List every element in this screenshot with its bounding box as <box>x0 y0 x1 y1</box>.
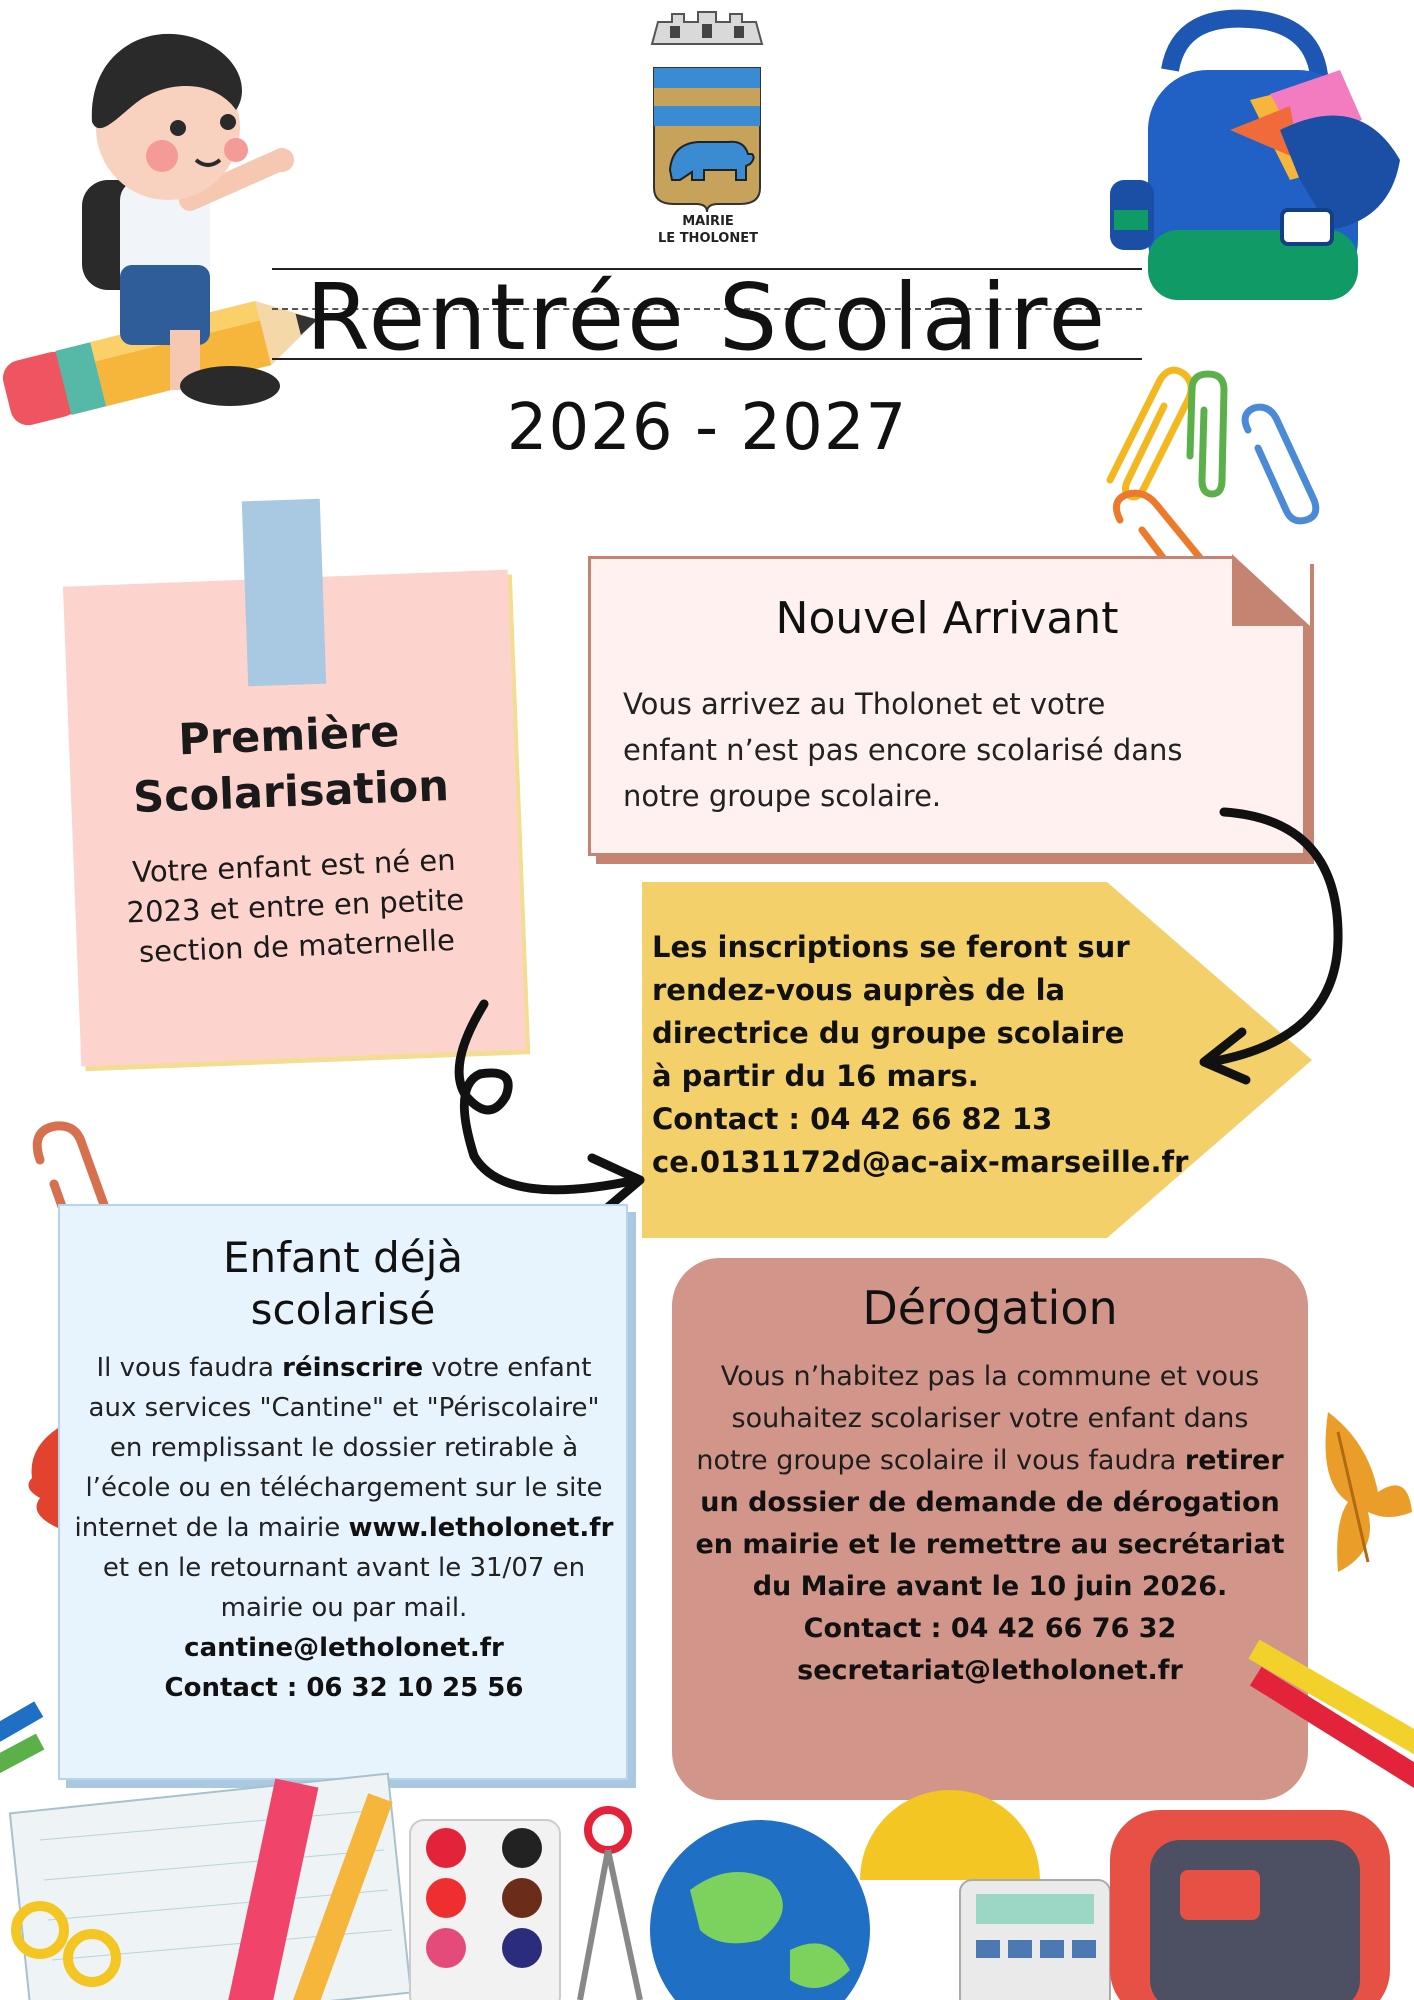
tape-strip <box>242 499 326 687</box>
crest-icon <box>648 8 766 208</box>
inscriptions-line4: à partir du 16 mars. <box>652 1059 979 1093</box>
card-derogation <box>672 1258 1308 1800</box>
inscriptions-line2: rendez-vous auprès de la <box>652 973 1066 1007</box>
kid-on-pencil-illustration <box>0 10 300 430</box>
page-fold-corner <box>1232 554 1310 626</box>
orange-leaf-icon <box>1308 1402 1414 1582</box>
backpack-illustration <box>1100 10 1410 310</box>
mairie-website-link[interactable]: www.letholonet.fr <box>348 1513 614 1543</box>
enfant-text-part1: Il vous faudra <box>96 1353 283 1383</box>
derogation-contact: Contact : 04 42 66 76 32 <box>803 1613 1177 1644</box>
inscriptions-text <box>652 926 1212 1184</box>
nouvel-text-line2: enfant n’est pas encore scolarisé dans <box>623 733 1183 767</box>
crest-caption-line2: LE THOLONET <box>658 231 758 246</box>
enfant-text-part2: votre enfant aux services "Cantine" et "Périscolaire" en remplissant le dossier retirable à l’école ou en téléchargement sur le site internet de la mairie <box>74 1353 603 1543</box>
premiere-text-line1: Votre enfant est né en <box>131 842 457 890</box>
nouvel-text <box>623 681 1263 819</box>
nouvel-title: Nouvel Arrivant <box>775 593 1119 644</box>
school-year: 2026 - 2027 <box>506 391 908 465</box>
secretariat-email-link[interactable]: secretariat@letholonet.fr <box>797 1655 1183 1686</box>
derogation-text-part1: Vous n’habitez pas la commune et vous souhaitez scolariser votre enfant dans notre groupe scolaire il vous faudra <box>696 1361 1260 1476</box>
enfant-title-line2: scolarisé <box>250 1285 436 1334</box>
enfant-title <box>60 1232 626 1336</box>
crest-caption-line1: MAIRIE <box>682 214 734 229</box>
enfant-text <box>74 1348 614 1708</box>
premiere-text-line2: 2023 et entre en petite <box>125 882 465 930</box>
premiere-title-line1: Première <box>177 706 401 766</box>
premiere-text <box>103 839 487 973</box>
cantine-email-link[interactable]: cantine@letholonet.fr <box>184 1633 504 1663</box>
enfant-text-reinscrire: réinscrire <box>282 1353 424 1383</box>
inscriptions-line3: directrice du groupe scolaire <box>652 1016 1125 1050</box>
nouvel-text-line1: Vous arrivez au Tholonet et votre <box>623 687 1106 721</box>
derogation-text-bold: retirer un dossier de demande de dérogation en mairie et le remettre au secrétariat du Maire avant le 10 juin 2026. <box>695 1445 1285 1602</box>
town-crest <box>648 8 766 248</box>
school-supplies-illustration <box>0 1780 1414 2000</box>
page-title: Rentrée Scolaire <box>305 264 1109 371</box>
curved-arrow-right-icon <box>1180 800 1360 1090</box>
enfant-text-part3: et en le retournant avant le 31/07 en mairie ou par mail. <box>102 1553 586 1623</box>
premiere-title <box>88 700 492 827</box>
nouvel-text-line3: notre groupe scolaire. <box>623 779 942 813</box>
enfant-title-line1: Enfant déjà <box>222 1233 464 1282</box>
derogation-title: Dérogation <box>862 1281 1118 1335</box>
enfant-contact: Contact : 06 32 10 25 56 <box>164 1673 524 1703</box>
premiere-text-line3: section de maternelle <box>138 922 456 970</box>
red-leaf-icon <box>18 1418 62 1538</box>
curved-arrow-left-icon <box>440 996 660 1232</box>
inscriptions-email: ce.0131172d@ac-aix-marseille.fr <box>652 1145 1189 1179</box>
derogation-text <box>692 1356 1288 1692</box>
premiere-title-line2: Scolarisation <box>132 761 450 824</box>
inscriptions-contact: Contact : 04 42 66 82 13 <box>652 1102 1053 1136</box>
inscriptions-line1: Les inscriptions se feront sur <box>652 930 1130 964</box>
card-enfant-deja-scolarise <box>58 1204 628 1780</box>
